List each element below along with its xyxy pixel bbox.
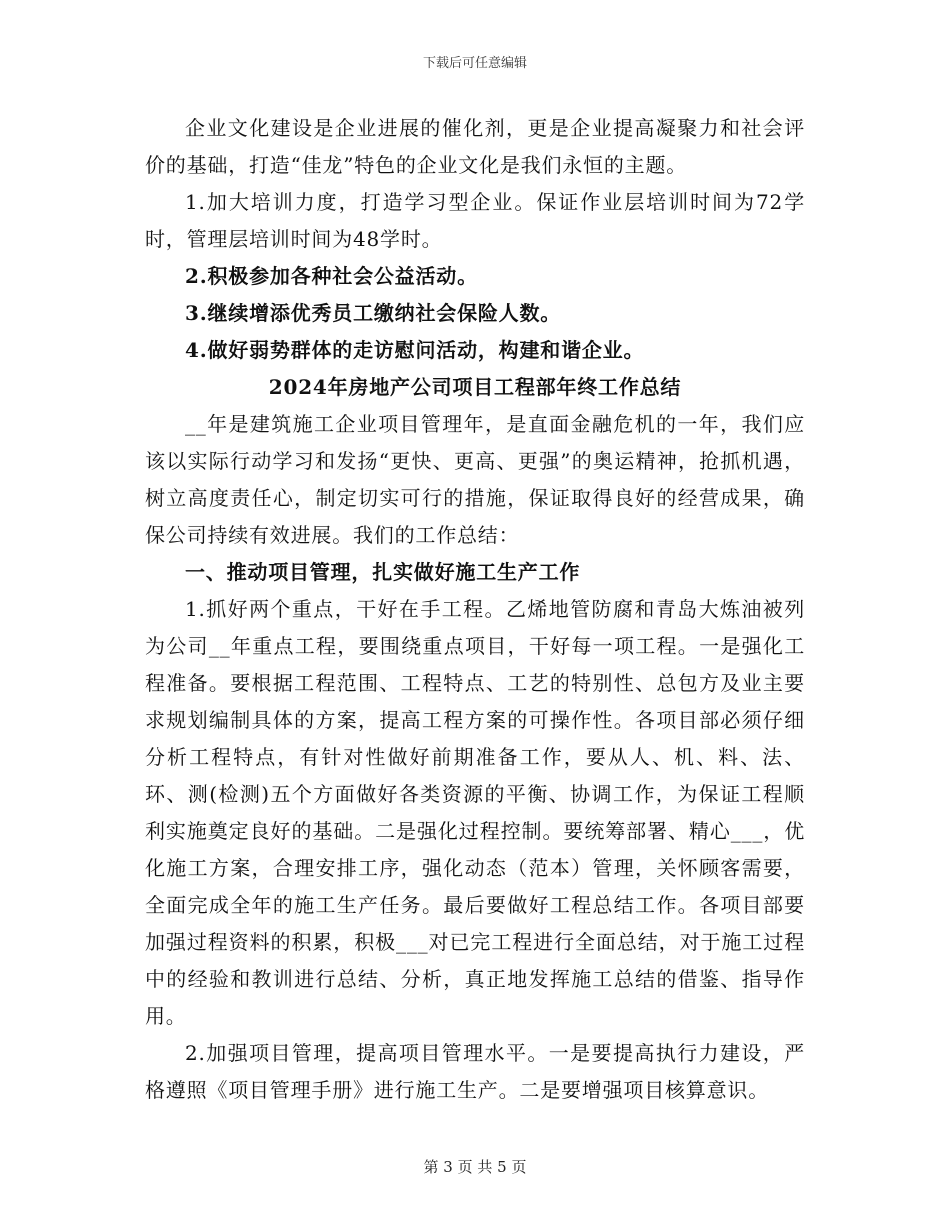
paragraph-culture: 企业文化建设是企业进展的催化剂，更是企业提高凝聚力和社会评价的基础，打造“佳龙”特色的企业文化是我们永恒的主题。 <box>145 116 805 177</box>
paragraph-project-management: 2.加强项目管理，提高项目管理水平。一是要提高执行力建设，严格遵照《项目管理手册》进行施工生产。二是要增强项目核算意识。 <box>145 1041 805 1102</box>
paragraph-social-insurance: 3.继续增添优秀员工缴纳社会保险人数。 <box>185 301 562 325</box>
page-footer: 第 3 页 共 5 页 <box>423 1158 527 1176</box>
page-header: 下载后可任意编辑 <box>422 56 527 71</box>
paragraph-intro: __年是建筑施工企业项目管理年，是直面金融危机的一年，我们应该以实际行动学习和发扬“更快、更高、更强”的奥运精神，抢抓机遇，树立高度责任心，制定切实可行的措施，保证取得良好的经营成果，确保公司持续有效进展。我们的工作总结： <box>145 412 805 547</box>
document-title: 2024年房地产公司项目工程部年终工作总结 <box>268 375 682 399</box>
paragraph-public-welfare: 2.积极参加各种社会公益活动。 <box>185 264 478 288</box>
paragraph-training: 1.加大培训力度，打造学习型企业。保证作业层培训时间为72学时，管理层培训时间为48学时。 <box>145 190 805 251</box>
document-body <box>145 110 805 1109</box>
paragraph-harmonious: 4.做好弱势群体的走访慰问活动，构建和谐企业。 <box>185 338 645 362</box>
paragraph-key-projects: 1.抓好两个重点，干好在手工程。乙烯地管防腐和青岛大炼油被列为公司__年重点工程，要围绕重点项目，干好每一项工程。一是强化工程准备。要根据工程范围、工程特点、工艺的特别性、总包方及业主要求规划编制具体的方案，提高工程方案的可操作性。各项目部必须仔细分析工程特点，有针对性做好前期准备工作，要从人、机、料、法、环、测(检测)五个方面做好各类资源的平衡、协调工作，为保证工程顺利实施奠定良好的基础。二是强化过程控制。要统筹部署、精心___，优化施工方案，合理安排工序，强化动态（范本）管理，关怀顾客需要，全面完成全年的施工生产任务。最后要做好工程总结工作。各项目部要加强过程资料的积累，积极___对已完工程进行全面总结，对于施工过程中的经验和教训进行总结、分析，真正地发挥施工总结的借鉴、指导作用。 <box>145 597 805 1028</box>
section-heading-1: 一、推动项目管理，扎实做好施工生产工作 <box>185 560 581 584</box>
